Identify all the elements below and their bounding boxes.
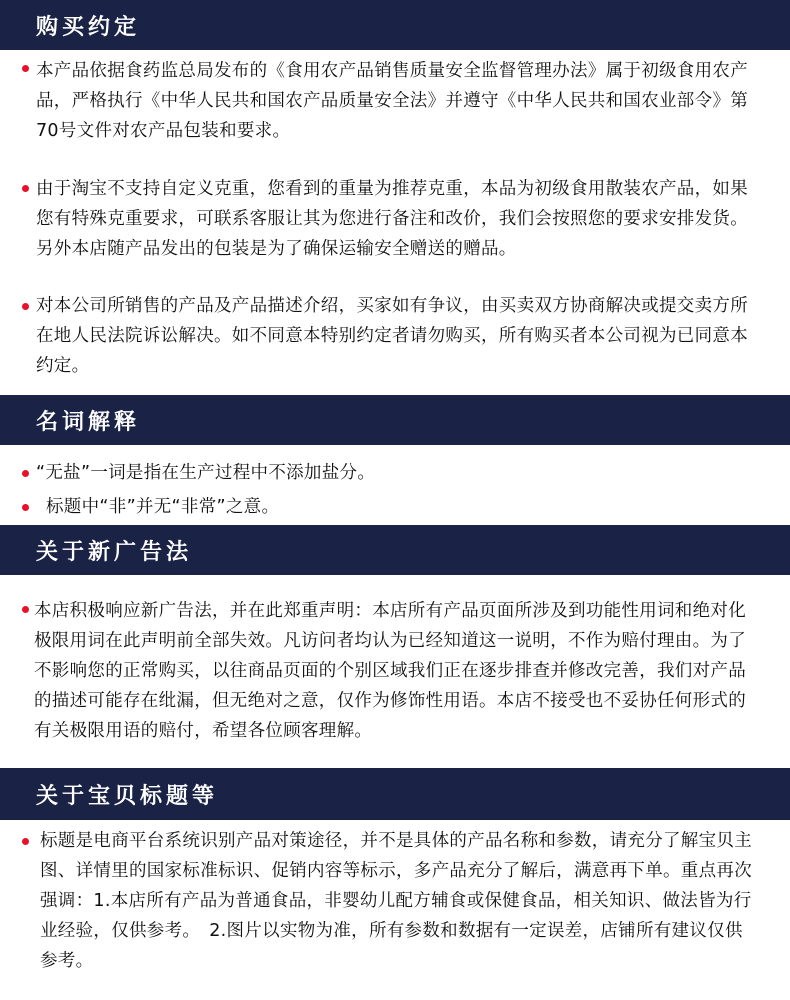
section-header-purchase-agreement bbox=[0, 0, 790, 50]
section-title: 关于宝贝标题等 bbox=[36, 783, 219, 809]
bullet-icon bbox=[22, 303, 29, 310]
bullet-icon bbox=[22, 606, 29, 613]
bullet-icon bbox=[22, 838, 29, 845]
section-title: 名词解释 bbox=[36, 409, 141, 435]
section-title: 关于新广告法 bbox=[36, 539, 193, 565]
section-header-glossary bbox=[0, 395, 790, 445]
section-header-advertising-law bbox=[0, 525, 790, 575]
section-header-product-title bbox=[0, 768, 790, 820]
bullet-icon bbox=[22, 504, 29, 511]
bullet-icon bbox=[22, 470, 29, 477]
paragraph: 标题是电商平台系统识别产品对策途径，并不是具体的产品名称和参数，请充分了解宝贝主图、详情里的国家标准标识、促销内容等标示，多产品充分了解后，满意再下单。重点再次强调：1.本店所有产品为普通食品，非婴幼儿配方辅食或保健食品，相关知识、做法皆为行业经验，仅供参考。 2.图片以实物为准，所有参数和数据有一定误差，店铺所有建议仅供参考。 bbox=[40, 831, 752, 971]
paragraph: 对本公司所销售的产品及产品描述介绍，买家如有争议，由买卖双方协商解决或提交卖方所在地人民法院诉讼解决。如不同意本特别约定者请勿购买，所有购买者本公司视为已同意本约定。 bbox=[36, 296, 748, 376]
section-title: 购买约定 bbox=[36, 14, 141, 40]
paragraph: 本产品依据食药监总局发布的《食用农产品销售质量安全监督管理办法》属于初级食用农产品，严格执行《中华人民共和国农产品质量安全法》并遵守《中华人民共和国农业部令》第70号文件对农产品包装和要求。 bbox=[36, 61, 748, 141]
paragraph: 标题中“非”并无“非常”之意。 bbox=[46, 497, 280, 517]
bullet-icon bbox=[22, 185, 29, 192]
paragraph: “无盐”一词是指在生产过程中不添加盐分。 bbox=[36, 463, 376, 483]
paragraph: 由于淘宝不支持自定义克重，您看到的重量为推荐克重，本品为初级食用散装农产品，如果您有特殊克重要求，可联系客服让其为您进行备注和改价，我们会按照您的要求安排发货。另外本店随产品发出的包装是为了确保运输安全赠送的赠品。 bbox=[36, 179, 748, 259]
paragraph: 本店积极响应新广告法，并在此郑重声明：本店所有产品页面所涉及到功能性用词和绝对化极限用词在此声明前全部失效。凡访问者均认为已经知道这一说明，不作为赔付理由。为了不影响您的正常购买，以往商品页面的个别区域我们正在逐步排查并修改完善，我们对产品的描述可能存在纰漏，但无绝对之意，仅作为修饰性用语。本店不接受也不妥协任何形式的有关极限用语的赔付，希望各位顾客理解。 bbox=[34, 601, 746, 741]
bullet-icon bbox=[22, 65, 29, 72]
